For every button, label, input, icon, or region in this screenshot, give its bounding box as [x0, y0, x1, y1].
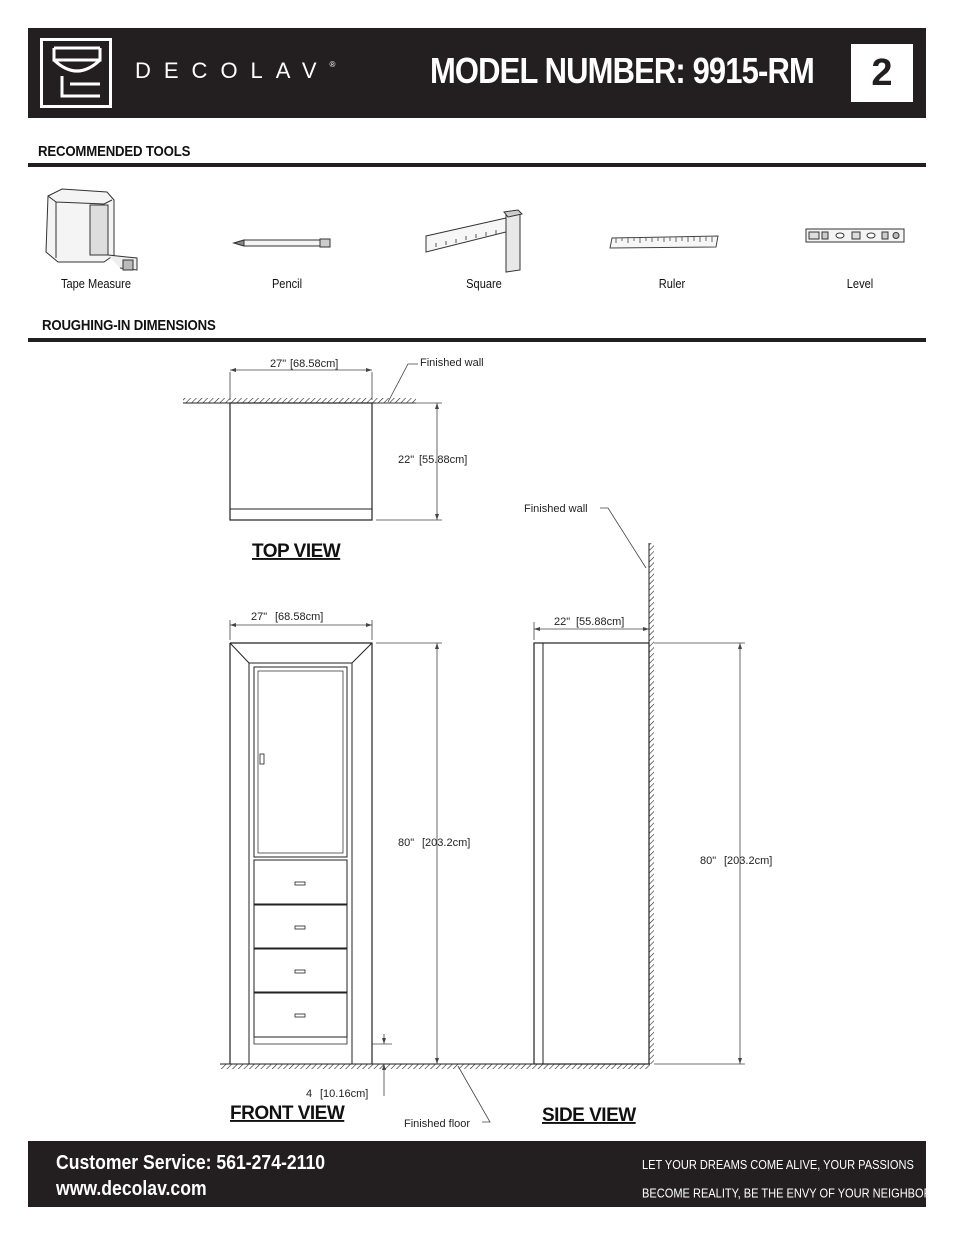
front-view-width-in: 27" — [251, 611, 268, 623]
top-view-cabinet-outline — [230, 403, 372, 520]
top-view-width-cm: [68.58cm] — [290, 358, 339, 370]
top-view-wall-hatch — [183, 398, 416, 403]
side-view-height-in: 80" — [700, 855, 717, 867]
tool-label-square: Square — [466, 276, 502, 291]
top-view-wall-leader — [388, 364, 418, 402]
side-view-height-dimension — [654, 643, 745, 1064]
tagline — [642, 1152, 944, 1205]
tool-label-ruler: Ruler — [658, 276, 686, 291]
model-number: MODEL NUMBER: 9915-RM — [430, 50, 814, 91]
tool-label-level: Level — [846, 276, 874, 291]
side-view-wall-leader — [600, 508, 646, 568]
front-view-title: FRONT VIEW — [230, 1103, 345, 1124]
front-view-height-dimension — [376, 643, 442, 1064]
top-view-drawing — [183, 364, 442, 520]
door-handle-icon — [260, 754, 264, 764]
side-view-wall-hatch — [649, 543, 654, 1064]
side-view-depth-cm: [55.88cm] — [576, 616, 625, 628]
brand-name: DECOLAV® — [135, 58, 336, 83]
side-view-depth-in: 22" — [554, 616, 571, 628]
website-link[interactable]: www.decolav.com — [56, 1178, 207, 1200]
tools-section-title: RECOMMENDED TOOLS — [38, 143, 191, 160]
customer-service-phone: Customer Service: 561-274-2110 — [56, 1152, 326, 1174]
tagline-line2: BECOME REALITY, BE THE ENVY OF YOUR NEIGHBORS — [642, 1185, 940, 1201]
tagline-mark: ® — [939, 1185, 945, 1194]
tagline-line1: LET YOUR DREAMS COME ALIVE, YOUR PASSIONS — [642, 1157, 914, 1172]
customer-service-block — [56, 1150, 325, 1202]
tool-label-tape-measure: Tape Measure — [60, 276, 132, 291]
top-view-depth-cm: [55.88cm] — [419, 454, 468, 466]
front-view-width-cm: [68.58cm] — [275, 611, 324, 623]
top-view-width-in: 27" — [270, 358, 287, 370]
front-view-height-cm: [203.2cm] — [422, 837, 471, 849]
side-view-title: SIDE VIEW — [542, 1105, 636, 1126]
roughing-section-title: ROUGHING-IN DIMENSIONS — [42, 317, 216, 334]
front-view-height-in: 80" — [398, 837, 415, 849]
page-number: 2 — [851, 44, 913, 102]
tool-label-pencil: Pencil — [271, 276, 303, 291]
top-view-depth-in: 22" — [398, 454, 415, 466]
floor-hatch — [220, 1064, 650, 1069]
top-view-wall-label: Finished wall — [420, 357, 484, 369]
top-view-title: TOP VIEW — [252, 541, 341, 562]
floor-leader — [458, 1066, 490, 1122]
front-view-base-cm: [10.16cm] — [320, 1088, 369, 1100]
footer-band — [28, 1141, 945, 1207]
floor-label: Finished floor — [404, 1118, 471, 1130]
side-view-wall-label: Finished wall — [524, 503, 588, 515]
side-view-height-cm: [203.2cm] — [724, 855, 773, 867]
front-view-drawing — [220, 643, 650, 1069]
front-view-width-dimension — [230, 620, 372, 640]
front-view-base-in: 4 — [306, 1088, 313, 1100]
